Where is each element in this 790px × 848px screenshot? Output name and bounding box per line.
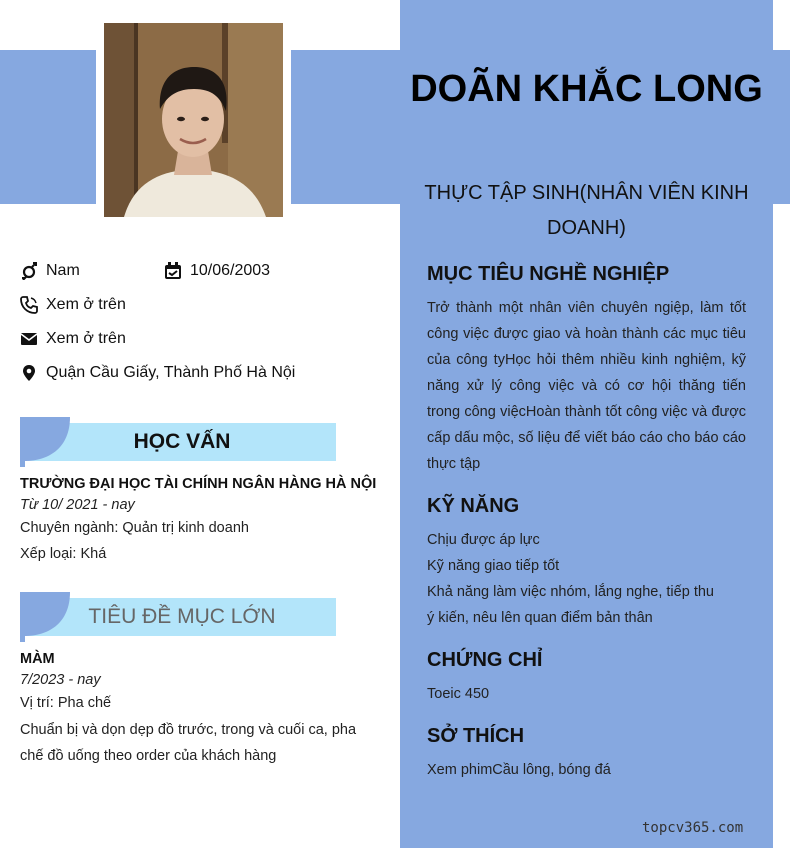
address-row bbox=[20, 364, 295, 382]
email-icon bbox=[20, 330, 38, 348]
certificates-heading: CHỨNG CHỈ bbox=[427, 649, 543, 671]
email-text: Xem ở trên bbox=[46, 330, 126, 347]
birthday-row bbox=[164, 262, 270, 280]
hobbies-text: Xem phimCầu lông, bóng đá bbox=[427, 762, 611, 778]
objective-text: Trở thành một nhân viên chuyên ngiệp, làm tốt công việc được giao và hoàn thành các mục tiêu của công tyHọc hỏi thêm nhiều kinh nghiệm, kỹ năng xử lý công việc và có cơ hội thăng tiến trong công việcHoàn thành tốt công việc và được cấp dấu mộc, số liệu để viết báo cáo cho báo cáo thực tập bbox=[427, 300, 746, 472]
education-heading-title: HỌC VẤN bbox=[133, 430, 231, 453]
education-major: Chuyên ngành: Quản trị kinh doanh bbox=[20, 520, 249, 536]
experience-position: Vị trí: Pha chế bbox=[20, 695, 112, 711]
objective-heading: MỤC TIÊU NGHỀ NGHIỆP bbox=[427, 263, 670, 285]
site-watermark: topcv365.com bbox=[642, 820, 744, 836]
header-band-left bbox=[0, 50, 96, 204]
candidate-role: THỰC TẬP SINH(NHÂN VIÊN KINH DOANH) bbox=[424, 182, 749, 239]
skill-item: Khả năng làm việc nhóm, lắng nghe, tiếp thu ý kiến, nêu lên quan điểm bản thân bbox=[427, 584, 714, 626]
gender-row bbox=[20, 262, 80, 280]
skill-item: Kỹ năng giao tiếp tốt bbox=[427, 558, 560, 574]
phone-text: Xem ở trên bbox=[46, 296, 126, 313]
experience-heading-title: TIÊU ĐỀ MỤC LỚN bbox=[88, 605, 276, 628]
experience-heading bbox=[20, 592, 336, 636]
education-rank: Xếp loại: Khá bbox=[20, 546, 107, 562]
experience-period: 7/2023 - nay bbox=[20, 672, 101, 688]
skills-list bbox=[427, 527, 746, 631]
birthday-text: 10/06/2003 bbox=[190, 262, 271, 279]
location-icon bbox=[20, 364, 38, 382]
company-name: MÀM bbox=[20, 651, 55, 667]
header-band-middle bbox=[291, 50, 401, 204]
education-period: Từ 10/ 2021 - nay bbox=[20, 497, 135, 513]
certificates-text: Toeic 450 bbox=[427, 686, 490, 702]
calendar-icon bbox=[164, 262, 182, 280]
phone-row bbox=[20, 296, 126, 314]
profile-photo bbox=[104, 23, 283, 217]
education-heading bbox=[20, 417, 336, 461]
candidate-name: DOÃN KHẮC LONG bbox=[410, 68, 763, 110]
hobbies-heading: SỞ THÍCH bbox=[427, 725, 525, 747]
address-text: Quận Cầu Giấy, Thành Phố Hà Nội bbox=[46, 364, 296, 381]
phone-icon bbox=[20, 296, 38, 314]
gender-text: Nam bbox=[46, 262, 80, 279]
skills-heading: KỸ NĂNG bbox=[427, 495, 520, 517]
experience-description: Chuẩn bị và dọn dẹp đồ trước, trong và cuối ca, pha chế đồ uống theo order của khách hàng bbox=[20, 722, 357, 764]
email-row bbox=[20, 330, 126, 348]
education-entry bbox=[20, 476, 380, 565]
gender-icon bbox=[20, 262, 38, 280]
skill-item: Chịu được áp lực bbox=[427, 532, 540, 548]
school-name: TRƯỜNG ĐẠI HỌC TÀI CHÍNH NGÂN HÀNG HÀ NỘI bbox=[20, 476, 377, 492]
header-band-right bbox=[772, 50, 790, 204]
experience-entry bbox=[20, 651, 380, 769]
